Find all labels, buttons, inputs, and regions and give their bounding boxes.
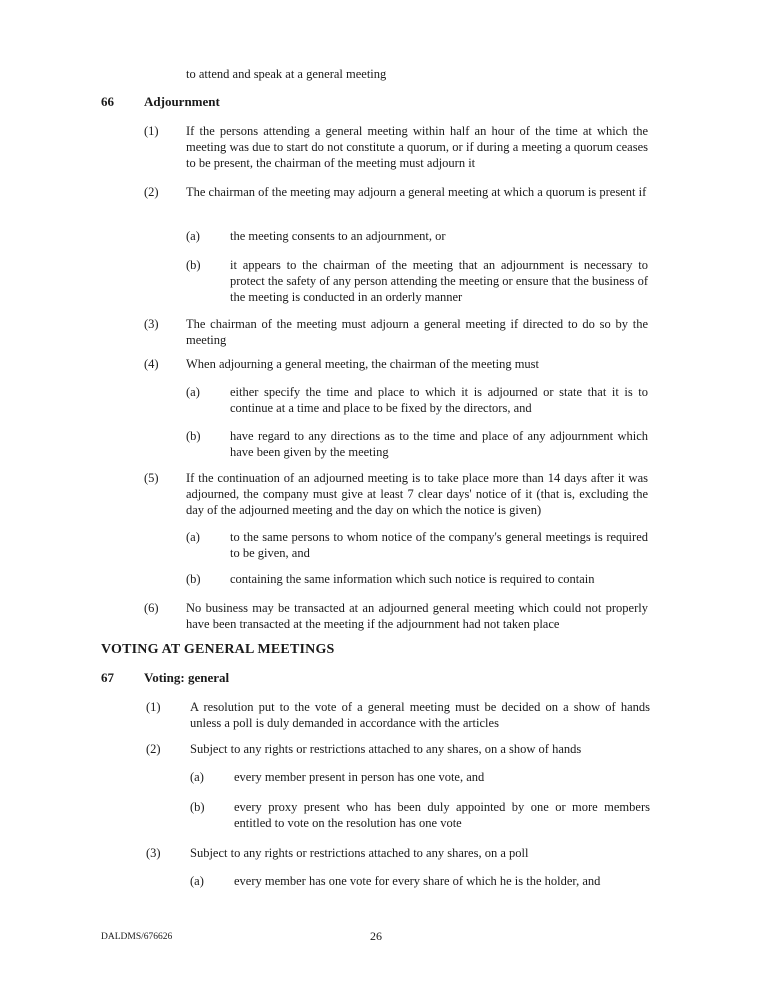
paragraph-text: If the persons attending a general meeting within half an hour of the time at which the meeting was due to start do not constitute a quorum, or if during a meeting a quorum ceases to be present, the chairman of the meeting must adjourn it — [186, 124, 648, 170]
paragraph-label: (2) — [144, 185, 159, 199]
subparagraph-text: containing the same information which such notice is required to contain — [230, 572, 595, 586]
subparagraph-text: every proxy present who has been duly appointed by one or more members entitled to vote on the resolution has one vote — [234, 800, 650, 830]
subparagraph-label: (a) — [186, 229, 200, 243]
article-title: Adjournment — [144, 94, 220, 109]
subparagraph-text: it appears to the chairman of the meeting that an adjournment is necessary to protect the safety of any person attending the meeting or ensure that the business of the meeting is conducted in an orderly manner — [230, 258, 648, 304]
paragraph-text: When adjourning a general meeting, the chairman of the meeting must — [186, 357, 540, 371]
subparagraph-label: (b) — [186, 429, 201, 443]
paragraph-label: (6) — [144, 601, 159, 615]
paragraph-text: Subject to any rights or restrictions attached to any shares, on a poll — [190, 846, 529, 860]
paragraph-text: If the continuation of an adjourned meeting is to take place more than 14 days after it was adjourned, the company must give at least 7 clear days' notice of it (that is, excluding the day of the adjourned meeting and the day on which the notice is given) — [186, 471, 648, 517]
paragraph-label: (5) — [144, 471, 159, 485]
subparagraph-label: (a) — [186, 530, 200, 544]
paragraph-text: The chairman of the meeting may adjourn a general meeting at which a quorum is present if — [186, 185, 647, 199]
continuation-text: to attend and speak at a general meeting — [186, 67, 387, 81]
paragraph-label: (2) — [146, 742, 161, 756]
document-reference: DALDMS/676626 — [101, 932, 173, 942]
subparagraph-text: the meeting consents to an adjournment, or — [230, 229, 446, 243]
paragraph-label: (3) — [146, 846, 161, 860]
subparagraph-text: to the same persons to whom notice of the company's general meetings is required to be given, and — [230, 530, 648, 560]
paragraph-text: Subject to any rights or restrictions attached to any shares, on a show of hands — [190, 742, 582, 756]
paragraph-label: (1) — [146, 700, 161, 714]
subparagraph-text: have regard to any directions as to the time and place of any adjournment which have been given by the meeting — [230, 429, 648, 459]
subparagraph-label: (b) — [190, 800, 205, 814]
paragraph-text: A resolution put to the vote of a general meeting must be decided on a show of hands unless a poll is duly demanded in accordance with the articles — [190, 700, 650, 730]
paragraph-label: (4) — [144, 357, 159, 371]
article-title: Voting: general — [144, 670, 230, 685]
article-number: 66 — [101, 94, 114, 109]
section-heading: VOTING AT GENERAL MEETINGS — [101, 642, 335, 657]
subparagraph-text: either specify the time and place to which it is adjourned or state that it is to continue at a time and place to be fixed by the directors, and — [230, 385, 648, 415]
subparagraph-label: (a) — [186, 385, 200, 399]
subparagraph-text: every member has one vote for every share of which he is the holder, and — [234, 874, 601, 888]
paragraph-label: (1) — [144, 124, 159, 138]
paragraph-text: No business may be transacted at an adjourned general meeting which could not properly have been transacted at the meeting if the adjournment had not taken place — [186, 601, 648, 631]
paragraph-text: The chairman of the meeting must adjourn a general meeting if directed to do so by the meeting — [186, 317, 648, 347]
subparagraph-label: (a) — [190, 874, 204, 888]
subparagraph-label: (a) — [190, 770, 204, 784]
subparagraph-label: (b) — [186, 572, 201, 586]
paragraph-label: (3) — [144, 317, 159, 331]
article-number: 67 — [101, 670, 114, 685]
subparagraph-text: every member present in person has one vote, and — [234, 770, 485, 784]
subparagraph-label: (b) — [186, 258, 201, 272]
page-number: 26 — [370, 929, 382, 943]
